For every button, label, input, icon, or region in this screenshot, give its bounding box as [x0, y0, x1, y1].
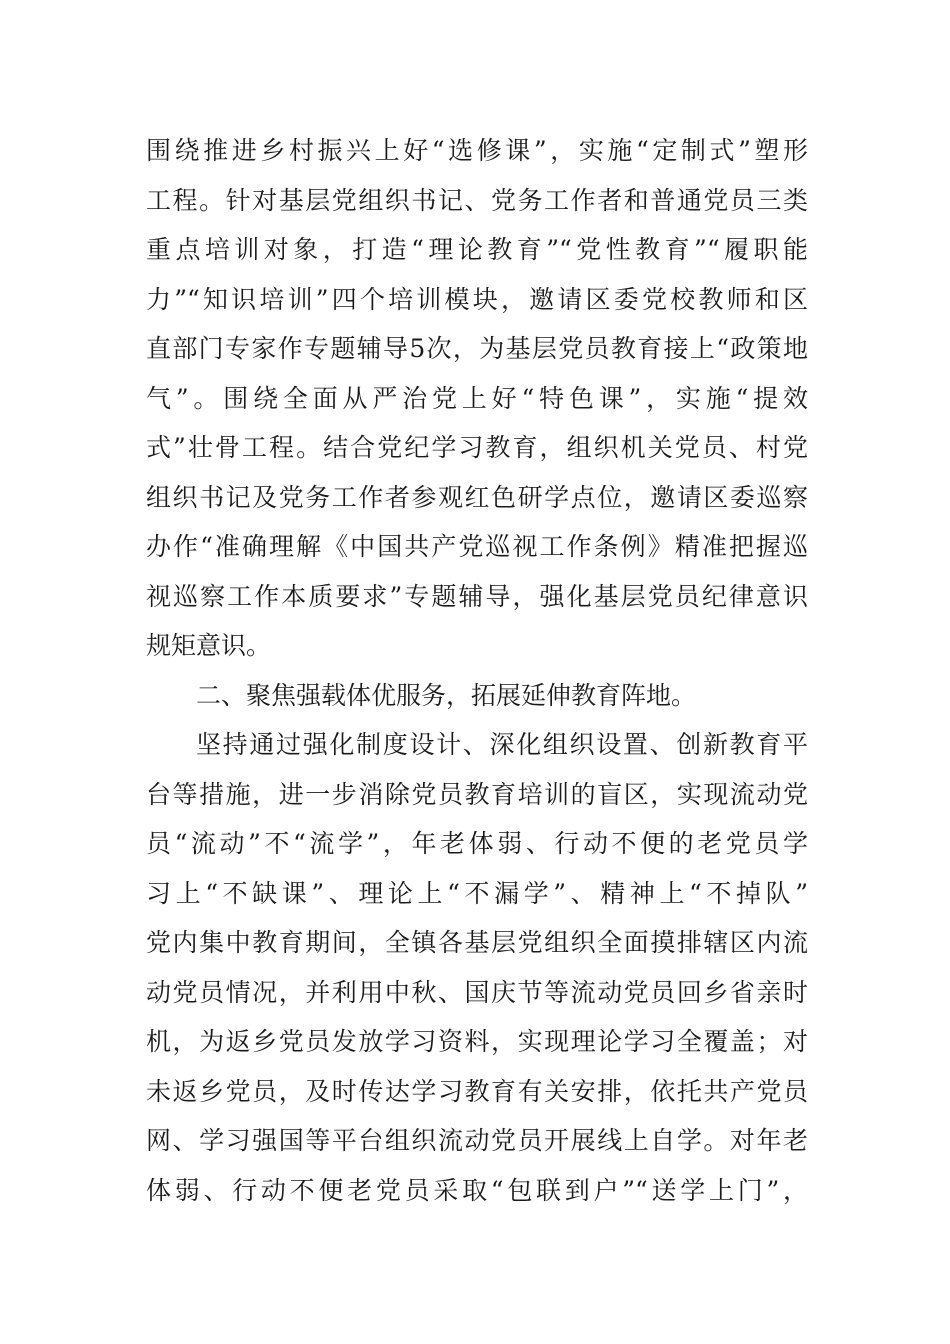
text-line: 规矩意识。 — [146, 631, 272, 660]
text-line: 机，为返乡党员发放学习资料，实现理论学习全覆盖；对 — [146, 1027, 808, 1056]
text-line: 习上“不缺课”、理论上“不漏学”、精神上“不掉队” — [146, 878, 808, 908]
text-line: 气”。围绕全面从严治党上好“特色课”，实施“提效 — [146, 383, 808, 413]
body-text — [146, 126, 808, 1215]
text-line: 台等措施，进一步消除党员教育培训的盲区，实现流动党 — [146, 779, 808, 809]
text-line: 员“流动”不“流学”，年老体弱、行动不便的老党员学 — [146, 829, 808, 858]
section-heading: 二、聚焦强载体优服务，拓展延伸教育阵地。 — [196, 680, 697, 710]
text-line: 未返乡党员，及时传达学习教育有关安排，依托共产党员 — [146, 1076, 808, 1106]
text-line: 直部门专家作专题辅导5次，为基层党员教育接上“政策地 — [146, 334, 808, 363]
text-line: 重点培训对象，打造“理论教育”“党性教育”“履职能 — [146, 235, 808, 264]
text-line: 围绕推进乡村振兴上好“选修课”，实施“定制式”塑形 — [146, 136, 808, 165]
text-line: 式”壮骨工程。结合党纪学习教育，组织机关党员、村党 — [146, 433, 808, 462]
text-line: 坚持通过强化制度设计、深化组织设置、创新教育平 — [196, 730, 808, 759]
text-line: 力”“知识培训”四个培训模块，邀请区委党校教师和区 — [146, 284, 808, 314]
text-line: 工程。针对基层党组织书记、党务工作者和普通党员三类 — [146, 185, 808, 215]
text-line: 动党员情况，并利用中秋、国庆节等流动党员回乡省亲时 — [146, 977, 808, 1007]
text-line: 视巡察工作本质要求”专题辅导，强化基层党员纪律意识 — [146, 581, 808, 611]
text-line: 办作“准确理解《中国共产党巡视工作条例》精准把握巡 — [146, 532, 808, 561]
text-line: 体弱、行动不便老党员采取“包联到户”“送学上门”， — [146, 1175, 808, 1205]
text-line: 党内集中教育期间，全镇各基层党组织全面摸排辖区内流 — [146, 928, 808, 957]
text-line: 组织书记及党务工作者参观红色研学点位，邀请区委巡察 — [146, 482, 808, 512]
text-line: 网、学习强国等平台组织流动党员开展线上自学。对年老 — [146, 1126, 808, 1155]
